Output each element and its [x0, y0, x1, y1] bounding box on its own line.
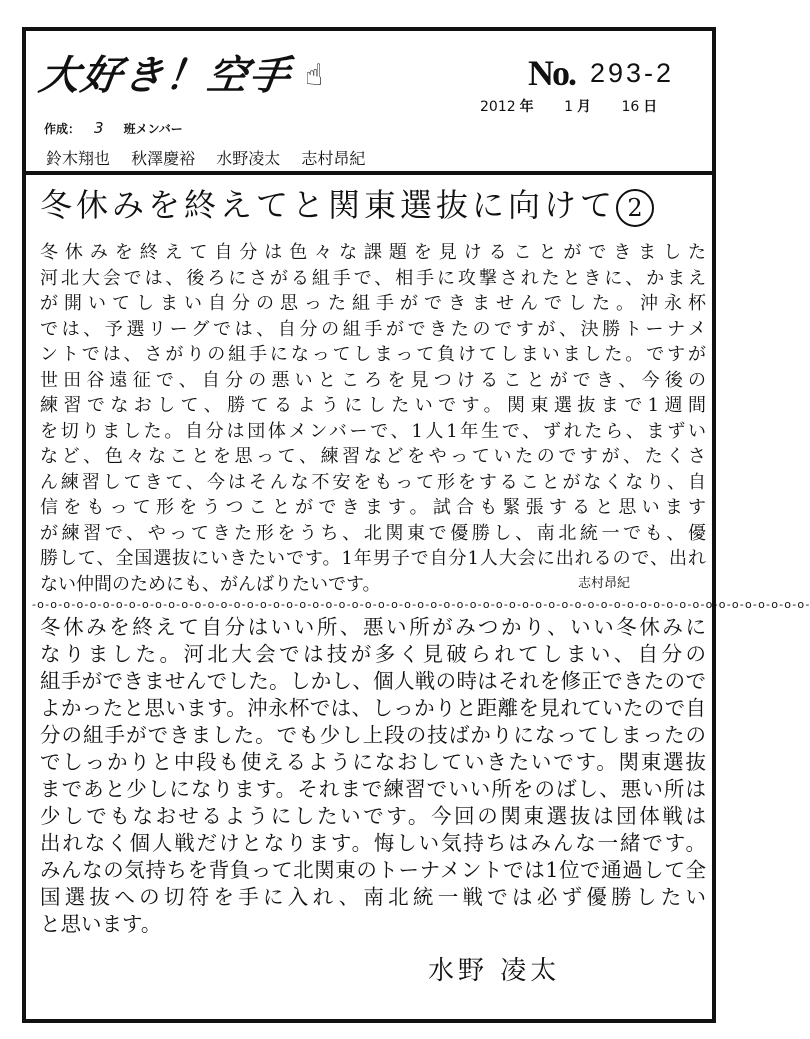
text-line: 冬休みを終えて自分はいい所、悪い所がみつかり、いい冬休みに: [40, 615, 706, 639]
text-line: まであと少しになります。それまで練習でいい所をのばし、悪い所は: [40, 777, 706, 801]
author-group: [44, 119, 183, 137]
date: [480, 96, 683, 116]
topic-text: 冬休みを終えてと関東選抜に向けて: [40, 186, 617, 224]
member-name: 志村昂紀: [301, 149, 366, 168]
text-line: 世田谷遠征で、自分の悪いところを見つけることができ、今後の: [40, 369, 706, 391]
text-line: なりました。河北大会では技が多く見破られてしまい、自分の: [40, 642, 706, 666]
text-line: など、色々なことを思って、練習などをやっていたのですが、たくさ: [40, 446, 706, 467]
newsletter-title: 大好き！空手: [36, 53, 295, 99]
text-line: 信をもって形をうつことができます。試合も緊張すると思います: [40, 497, 706, 518]
text-line: 河北大会では、後ろにさがる組手で、相手に攻撃されたときに、かまえ: [40, 267, 706, 289]
text-line: を切りました。自分は団体メンバーで、1人1年生で、ずれたら、まずい: [40, 420, 706, 442]
group-number: 3: [94, 119, 104, 137]
text-line: 冬休みを終えて自分は色々な課題を見けることができました: [40, 242, 706, 263]
text-line: ントでは、さがりの組手になってしまって負けてしまいました。ですが: [40, 344, 706, 365]
text-line: と思います。: [40, 912, 162, 936]
dotted-separator: -o-o-o-o-o-o-o-o-o-o-o-o-o-o-o-o-o-o-o-o-o-o-o-o-o-o-o-o-o-o-o-o-o-o-o-o-o-o-o-o-o-o-o-o-o-o-o-o-o-o-o-o-o-o-o-o-o-o-o-: [32, 598, 810, 611]
member-name: 鈴木翔也: [46, 149, 111, 168]
text-line: 出れなく個人戦だけとなります。悔しい気持ちはみんな一緒です。: [40, 831, 706, 855]
topic-number: 2: [616, 189, 654, 227]
issue-number-label: No.: [528, 53, 575, 93]
text-line: みんなの気持ちを背負って北関東のトーナメントでは1位で通過して全: [40, 858, 706, 882]
date-month: 1: [564, 99, 574, 115]
text-line: ない仲間のためにも、がんばりたいです。: [40, 573, 381, 595]
text-line: 少しでもなおせるようにしたいです。今回の関東選抜は団体戦は: [40, 804, 706, 828]
date-year: 2012: [480, 99, 516, 115]
topic-title: [40, 180, 654, 227]
text-line: よかったと思います。沖永杯では、しっかりと距離を見れていたので自: [40, 696, 706, 720]
member-names: [46, 146, 381, 169]
header-divider: [22, 171, 716, 175]
hand-pointing-icon: ☝: [305, 58, 324, 93]
text-line: ん練習してきて、今はそんな不安をもって形をすることがなくなり、自: [40, 471, 706, 493]
signature-2: 水野 凌太: [428, 956, 561, 986]
text-line: でしっかりと中段も使えるようになおしていきたいです。関東選抜: [40, 750, 706, 774]
member-name: 秋澤慶裕: [131, 149, 196, 168]
group-suffix: 班メンバー: [123, 122, 183, 136]
text-line: 国選抜への切符を手に入れ、南北統一戦では必ず優勝したい: [40, 885, 706, 909]
report-section-2: [40, 614, 706, 938]
issue-number: 293-2: [590, 58, 675, 88]
text-line: では、予選リーグでは、自分の組手ができたのですが、決勝トーナメ: [40, 318, 706, 340]
text-line: が練習で、やってきた形をうち、北関東で優勝し、南北統一でも、優: [40, 522, 706, 544]
made-label: 作成：: [44, 122, 81, 136]
date-year-unit: 年: [519, 99, 534, 115]
date-month-unit: 月: [577, 99, 592, 115]
date-day-unit: 日: [643, 99, 658, 115]
date-day: 16: [621, 99, 640, 115]
text-line: 組手ができませんでした。しかし、個人戦の時はそれを修正できたので: [40, 669, 706, 693]
report-section-1: [40, 240, 706, 597]
text-line: 分の組手ができました。でも少し上段の技ばかりになってしまったの: [40, 723, 706, 747]
signature-1: 志村昂紀: [578, 576, 631, 591]
text-line: が開いてしまい自分の思った組手ができませんでした。沖永杯: [40, 293, 706, 314]
member-name: 水野凌太: [216, 149, 281, 168]
text-line: 練習でなおして、勝てるようにしたいです。関東選抜まで1週間: [40, 395, 706, 416]
text-line: 勝して、全国選抜にいきたいです。1年男子で自分1人大会に出れるので、出れ: [40, 548, 706, 569]
